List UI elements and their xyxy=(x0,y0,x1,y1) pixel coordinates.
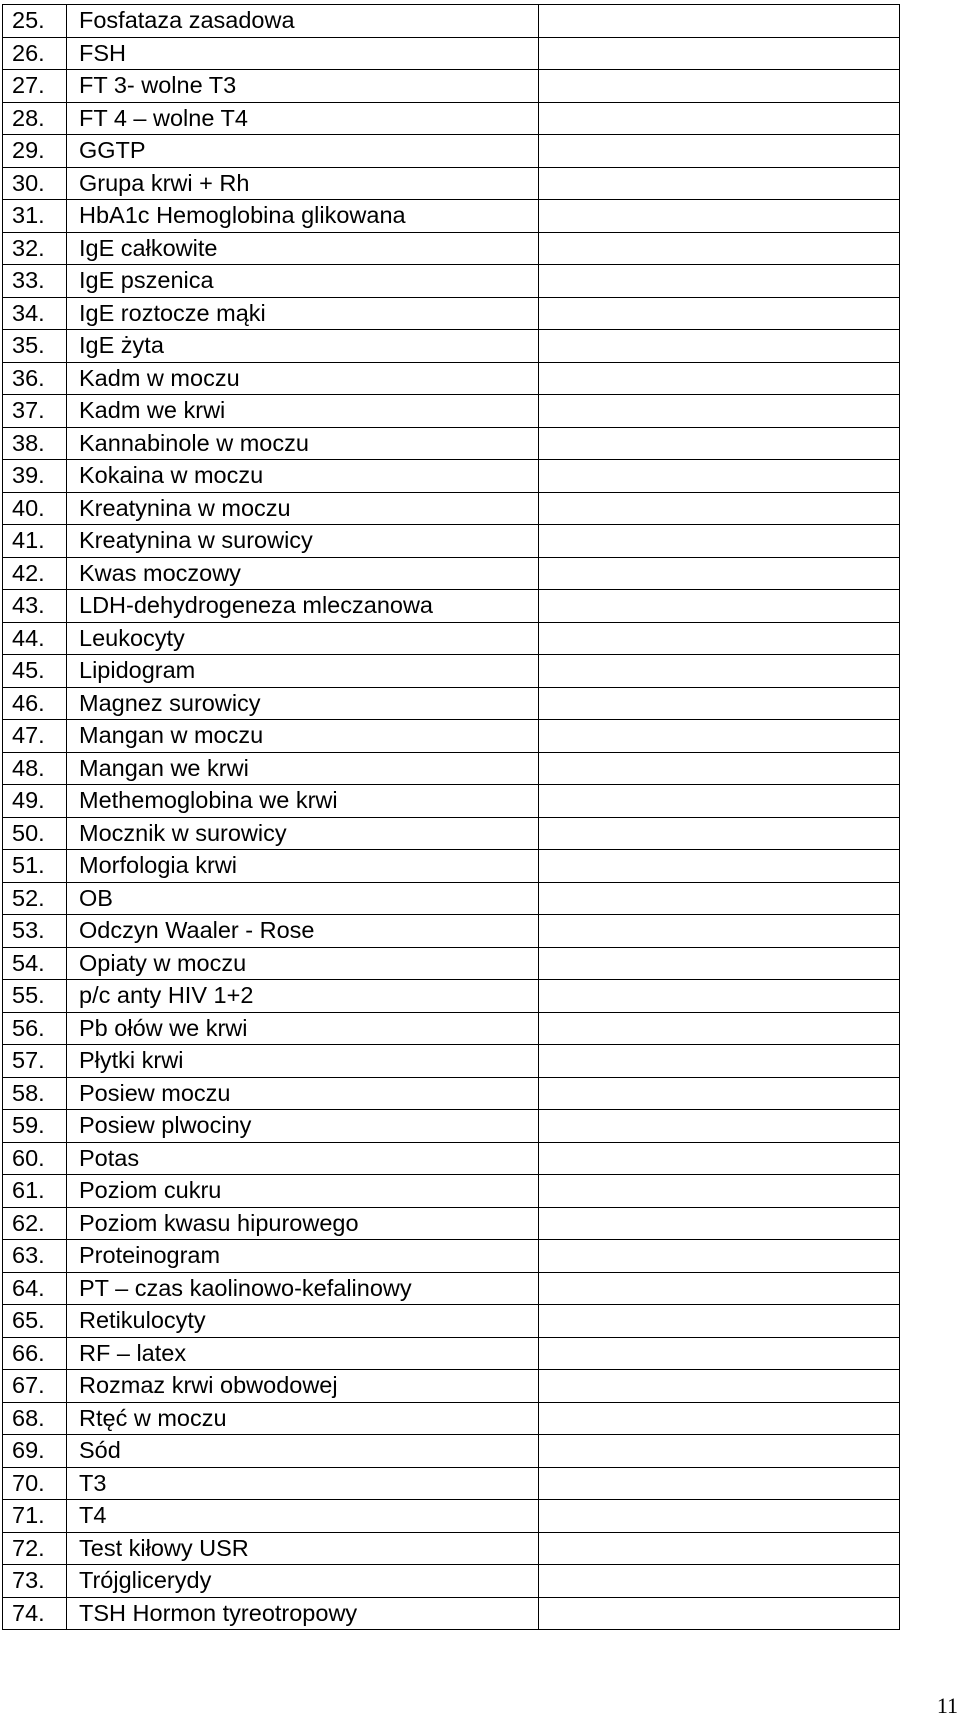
test-name: Poziom cukru xyxy=(67,1175,539,1208)
table-row xyxy=(3,687,900,720)
test-name: Magnez surowicy xyxy=(67,687,539,720)
row-number: 47. xyxy=(3,720,67,753)
empty-cell xyxy=(539,1272,900,1305)
empty-cell xyxy=(539,102,900,135)
test-name: p/c anty HIV 1+2 xyxy=(67,980,539,1013)
empty-cell xyxy=(539,687,900,720)
table-row xyxy=(3,622,900,655)
test-name: Retikulocyty xyxy=(67,1305,539,1338)
test-name: HbA1c Hemoglobina glikowana xyxy=(67,200,539,233)
row-number: 43. xyxy=(3,590,67,623)
table-row xyxy=(3,1175,900,1208)
lab-tests-body xyxy=(3,5,900,1630)
test-name: T4 xyxy=(67,1500,539,1533)
test-name: IgE roztocze mąki xyxy=(67,297,539,330)
row-number: 52. xyxy=(3,882,67,915)
row-number: 38. xyxy=(3,427,67,460)
test-name: Trójglicerydy xyxy=(67,1565,539,1598)
row-number: 58. xyxy=(3,1077,67,1110)
empty-cell xyxy=(539,1207,900,1240)
empty-cell xyxy=(539,1370,900,1403)
row-number: 48. xyxy=(3,752,67,785)
test-name: Poziom kwasu hipurowego xyxy=(67,1207,539,1240)
test-name: Leukocyty xyxy=(67,622,539,655)
row-number: 46. xyxy=(3,687,67,720)
table-row xyxy=(3,492,900,525)
table-row xyxy=(3,720,900,753)
empty-cell xyxy=(539,427,900,460)
table-row xyxy=(3,525,900,558)
test-name: IgE pszenica xyxy=(67,265,539,298)
test-name: LDH-dehydrogeneza mleczanowa xyxy=(67,590,539,623)
test-name: Posiew moczu xyxy=(67,1077,539,1110)
empty-cell xyxy=(539,330,900,363)
test-name: Kreatynina w moczu xyxy=(67,492,539,525)
test-name: Rozmaz krwi obwodowej xyxy=(67,1370,539,1403)
table-row xyxy=(3,882,900,915)
empty-cell xyxy=(539,70,900,103)
table-row xyxy=(3,1532,900,1565)
table-row xyxy=(3,167,900,200)
test-name: Potas xyxy=(67,1142,539,1175)
table-row xyxy=(3,395,900,428)
test-name: Odczyn Waaler - Rose xyxy=(67,915,539,948)
row-number: 53. xyxy=(3,915,67,948)
table-row xyxy=(3,1207,900,1240)
empty-cell xyxy=(539,1402,900,1435)
test-name: Lipidogram xyxy=(67,655,539,688)
row-number: 32. xyxy=(3,232,67,265)
empty-cell xyxy=(539,622,900,655)
empty-cell xyxy=(539,1110,900,1143)
row-number: 40. xyxy=(3,492,67,525)
empty-cell xyxy=(539,915,900,948)
test-name: Kwas moczowy xyxy=(67,557,539,590)
empty-cell xyxy=(539,395,900,428)
table-row xyxy=(3,590,900,623)
empty-cell xyxy=(539,232,900,265)
table-row xyxy=(3,5,900,38)
row-number: 31. xyxy=(3,200,67,233)
test-name: Kokaina w moczu xyxy=(67,460,539,493)
table-row xyxy=(3,135,900,168)
empty-cell xyxy=(539,947,900,980)
row-number: 37. xyxy=(3,395,67,428)
empty-cell xyxy=(539,265,900,298)
row-number: 27. xyxy=(3,70,67,103)
table-row xyxy=(3,850,900,883)
row-number: 73. xyxy=(3,1565,67,1598)
empty-cell xyxy=(539,980,900,1013)
table-row xyxy=(3,1337,900,1370)
test-name: FT 4 – wolne T4 xyxy=(67,102,539,135)
empty-cell xyxy=(539,1175,900,1208)
table-row xyxy=(3,752,900,785)
test-name: Pb ołów we krwi xyxy=(67,1012,539,1045)
table-row xyxy=(3,785,900,818)
empty-cell xyxy=(539,1565,900,1598)
row-number: 67. xyxy=(3,1370,67,1403)
empty-cell xyxy=(539,817,900,850)
row-number: 69. xyxy=(3,1435,67,1468)
empty-cell xyxy=(539,590,900,623)
test-name: Rtęć w moczu xyxy=(67,1402,539,1435)
table-row xyxy=(3,557,900,590)
table-row xyxy=(3,947,900,980)
empty-cell xyxy=(539,1305,900,1338)
table-row xyxy=(3,1402,900,1435)
row-number: 28. xyxy=(3,102,67,135)
test-name: IgE całkowite xyxy=(67,232,539,265)
table-row xyxy=(3,1500,900,1533)
row-number: 33. xyxy=(3,265,67,298)
empty-cell xyxy=(539,135,900,168)
row-number: 68. xyxy=(3,1402,67,1435)
table-row xyxy=(3,362,900,395)
empty-cell xyxy=(539,297,900,330)
test-name: Sód xyxy=(67,1435,539,1468)
row-number: 45. xyxy=(3,655,67,688)
empty-cell xyxy=(539,5,900,38)
row-number: 61. xyxy=(3,1175,67,1208)
empty-cell xyxy=(539,557,900,590)
row-number: 41. xyxy=(3,525,67,558)
empty-cell xyxy=(539,1240,900,1273)
table-row xyxy=(3,1467,900,1500)
row-number: 50. xyxy=(3,817,67,850)
test-name: Płytki krwi xyxy=(67,1045,539,1078)
test-name: OB xyxy=(67,882,539,915)
row-number: 44. xyxy=(3,622,67,655)
row-number: 25. xyxy=(3,5,67,38)
row-number: 54. xyxy=(3,947,67,980)
test-name: Proteinogram xyxy=(67,1240,539,1273)
test-name: Kreatynina w surowicy xyxy=(67,525,539,558)
table-row xyxy=(3,1305,900,1338)
test-name: Mangan we krwi xyxy=(67,752,539,785)
empty-cell xyxy=(539,1077,900,1110)
row-number: 74. xyxy=(3,1597,67,1630)
table-row xyxy=(3,817,900,850)
empty-cell xyxy=(539,1337,900,1370)
row-number: 59. xyxy=(3,1110,67,1143)
row-number: 36. xyxy=(3,362,67,395)
test-name: GGTP xyxy=(67,135,539,168)
table-row xyxy=(3,1142,900,1175)
test-name: T3 xyxy=(67,1467,539,1500)
row-number: 51. xyxy=(3,850,67,883)
table-row xyxy=(3,1435,900,1468)
table-row xyxy=(3,37,900,70)
row-number: 42. xyxy=(3,557,67,590)
test-name: Test kiłowy USR xyxy=(67,1532,539,1565)
empty-cell xyxy=(539,362,900,395)
test-name: Opiaty w moczu xyxy=(67,947,539,980)
table-row xyxy=(3,1272,900,1305)
empty-cell xyxy=(539,850,900,883)
page-number: 11 xyxy=(936,1693,958,1718)
empty-cell xyxy=(539,785,900,818)
test-name: Kadm we krwi xyxy=(67,395,539,428)
empty-cell xyxy=(539,1012,900,1045)
test-name: Mangan w moczu xyxy=(67,720,539,753)
table-row xyxy=(3,1597,900,1630)
row-number: 29. xyxy=(3,135,67,168)
row-number: 63. xyxy=(3,1240,67,1273)
row-number: 56. xyxy=(3,1012,67,1045)
table-row xyxy=(3,265,900,298)
row-number: 26. xyxy=(3,37,67,70)
row-number: 72. xyxy=(3,1532,67,1565)
lab-tests-table xyxy=(2,4,900,1630)
empty-cell xyxy=(539,492,900,525)
row-number: 39. xyxy=(3,460,67,493)
test-name: TSH Hormon tyreotropowy xyxy=(67,1597,539,1630)
empty-cell xyxy=(539,460,900,493)
table-row xyxy=(3,232,900,265)
empty-cell xyxy=(539,1500,900,1533)
table-row xyxy=(3,1240,900,1273)
row-number: 30. xyxy=(3,167,67,200)
empty-cell xyxy=(539,167,900,200)
empty-cell xyxy=(539,655,900,688)
test-list-sheet xyxy=(2,4,898,1630)
empty-cell xyxy=(539,752,900,785)
test-name: Morfologia krwi xyxy=(67,850,539,883)
table-row xyxy=(3,1110,900,1143)
table-row xyxy=(3,1077,900,1110)
table-row xyxy=(3,200,900,233)
row-number: 34. xyxy=(3,297,67,330)
table-row xyxy=(3,1012,900,1045)
table-row xyxy=(3,655,900,688)
test-name: Methemoglobina we krwi xyxy=(67,785,539,818)
row-number: 65. xyxy=(3,1305,67,1338)
test-name: FSH xyxy=(67,37,539,70)
empty-cell xyxy=(539,1045,900,1078)
table-row xyxy=(3,1565,900,1598)
table-row xyxy=(3,980,900,1013)
table-row xyxy=(3,915,900,948)
row-number: 62. xyxy=(3,1207,67,1240)
test-name: Kannabinole w moczu xyxy=(67,427,539,460)
table-row xyxy=(3,102,900,135)
test-name: RF – latex xyxy=(67,1337,539,1370)
row-number: 57. xyxy=(3,1045,67,1078)
test-name: Kadm w moczu xyxy=(67,362,539,395)
row-number: 64. xyxy=(3,1272,67,1305)
empty-cell xyxy=(539,720,900,753)
table-row xyxy=(3,1370,900,1403)
empty-cell xyxy=(539,1597,900,1630)
row-number: 35. xyxy=(3,330,67,363)
empty-cell xyxy=(539,1142,900,1175)
row-number: 49. xyxy=(3,785,67,818)
test-name: Grupa krwi + Rh xyxy=(67,167,539,200)
table-row xyxy=(3,460,900,493)
table-row xyxy=(3,70,900,103)
row-number: 66. xyxy=(3,1337,67,1370)
test-name: PT – czas kaolinowo-kefalinowy xyxy=(67,1272,539,1305)
empty-cell xyxy=(539,525,900,558)
row-number: 71. xyxy=(3,1500,67,1533)
row-number: 55. xyxy=(3,980,67,1013)
empty-cell xyxy=(539,37,900,70)
table-row xyxy=(3,330,900,363)
empty-cell xyxy=(539,882,900,915)
empty-cell xyxy=(539,1532,900,1565)
test-name: IgE żyta xyxy=(67,330,539,363)
empty-cell xyxy=(539,200,900,233)
test-name: Posiew plwociny xyxy=(67,1110,539,1143)
table-row xyxy=(3,427,900,460)
test-name: FT 3- wolne T3 xyxy=(67,70,539,103)
test-name: Mocznik w surowicy xyxy=(67,817,539,850)
test-name: Fosfataza zasadowa xyxy=(67,5,539,38)
empty-cell xyxy=(539,1467,900,1500)
row-number: 70. xyxy=(3,1467,67,1500)
row-number: 60. xyxy=(3,1142,67,1175)
empty-cell xyxy=(539,1435,900,1468)
table-row xyxy=(3,1045,900,1078)
table-row xyxy=(3,297,900,330)
